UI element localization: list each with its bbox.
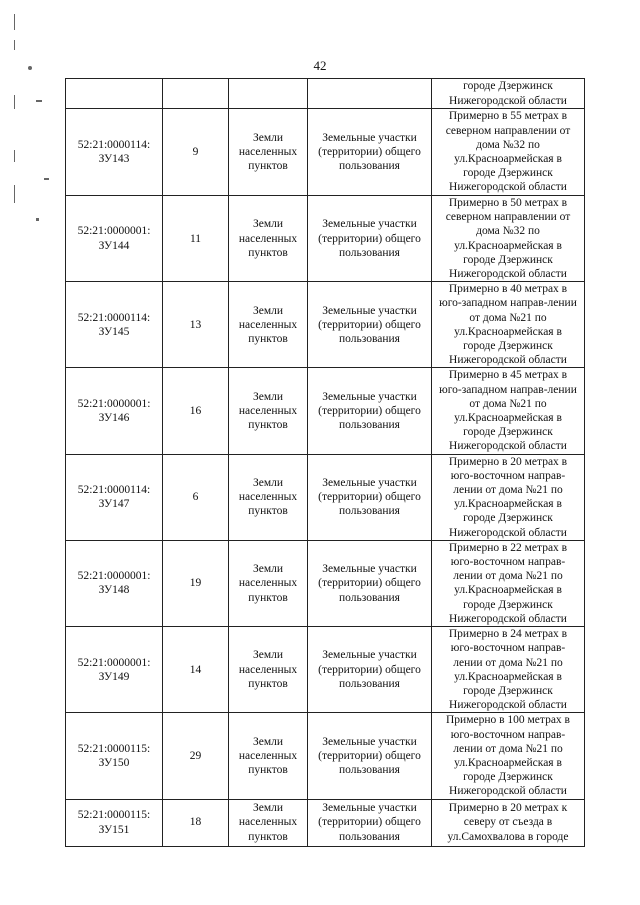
cell-cadastral-line: 52:21:0000001:	[77, 656, 151, 669]
cell-address-line: юго-восточном направ-	[450, 469, 566, 482]
cell-address	[432, 109, 585, 196]
cell-number: 16	[163, 368, 229, 454]
cell-address-line: Примерно в 22 метрах в	[448, 541, 568, 554]
cell-category-line: пунктов	[248, 246, 288, 259]
cell-cadastral-line: ЗУ151	[98, 823, 130, 836]
cell-address-line: ул.Самохвалова в городе	[447, 830, 569, 843]
table-row	[66, 368, 585, 454]
cell-address-line: ул.Красноармейская в	[454, 498, 562, 511]
cell-address-line: дома №32 по	[476, 225, 540, 238]
cell-category-line: Земли	[252, 218, 284, 231]
cell-number: 9	[163, 109, 229, 196]
cell-address-line: северу от съезда в	[463, 816, 553, 829]
cell-category-line: Земли	[252, 304, 284, 317]
cell-use-line: (территории) общего	[318, 232, 421, 245]
cell-address-line: Нижегородской области	[449, 526, 567, 539]
cell-cadastral-line: ЗУ145	[98, 325, 130, 338]
cell-use-line: Земельные участки	[322, 131, 417, 144]
cell-category-line: населенных	[238, 491, 298, 504]
cell-number: 14	[163, 627, 229, 713]
cell-address	[432, 454, 585, 540]
cell-address-line: городе Дзержинск	[463, 771, 553, 784]
cell-use-line: (территории) общего	[318, 145, 421, 158]
cell-use-line: (территории) общего	[318, 577, 421, 590]
cell-category-line: населенных	[238, 145, 298, 158]
cell-number: 6	[163, 454, 229, 540]
cell-use-line: пользования	[339, 419, 400, 432]
cell-address-line: Примерно в 50 метрах в	[448, 197, 568, 209]
cell-address-line: Примерно в 20 метрах к	[448, 802, 568, 815]
cell-category-line: Земли	[252, 649, 284, 662]
table-row	[66, 713, 585, 799]
cell-address-line: лении от дома №21 по	[453, 570, 563, 583]
cell-use	[308, 454, 432, 540]
cell-cadastral-line: ЗУ143	[98, 153, 130, 165]
cell-address-line: городе Дзержинск	[463, 426, 553, 439]
cell-address-line: Примерно в 20 метрах в	[448, 455, 568, 468]
cell-address-line: юго-западном направ-лении	[439, 383, 577, 396]
table-row	[66, 540, 585, 626]
cell-use-line: (территории) общего	[318, 816, 421, 829]
cell-address	[432, 79, 585, 109]
cell-category	[229, 540, 308, 626]
cell-use-line: (территории) общего	[318, 318, 421, 331]
cell-address-line: ул.Красноармейская в	[454, 670, 562, 683]
cell-use-line: пользования	[339, 830, 400, 843]
cell-address-line: Примерно в 100 метрах в	[445, 714, 570, 727]
cell-cadastral-line: ЗУ149	[98, 670, 130, 683]
cell-cadastral	[66, 454, 163, 540]
cell-number: 18	[163, 799, 229, 846]
cell-address-line: ул.Красноармейская в	[454, 153, 562, 165]
cell-address-line: Нижегородской области	[449, 354, 567, 367]
cell-use-line: Земельные участки	[322, 390, 417, 403]
cell-category-line: населенных	[238, 816, 298, 829]
cell-cadastral	[66, 627, 163, 713]
cell-use-line: пользования	[339, 591, 400, 604]
cell-category-line: пунктов	[248, 419, 288, 432]
cell-cadastral-line: ЗУ150	[98, 756, 130, 769]
cell-use-line: пользования	[339, 677, 400, 690]
cell-category	[229, 79, 308, 109]
cell-category	[229, 713, 308, 799]
cell-category-line: пунктов	[248, 160, 288, 173]
cell-use-line: Земельные участки	[322, 649, 417, 662]
cell-address	[432, 627, 585, 713]
cell-category-line: пунктов	[248, 764, 288, 777]
cell-category	[229, 109, 308, 196]
cell-use-line: Земельные участки	[322, 218, 417, 231]
cell-address-line: городе Дзержинск	[463, 340, 553, 353]
cell-use	[308, 799, 432, 846]
cell-cadastral	[66, 368, 163, 454]
cell-address-line: ул.Красноармейская в	[454, 756, 562, 769]
cell-cadastral-line: 52:21:0000114:	[77, 138, 151, 151]
cell-category-line: Земли	[252, 735, 284, 748]
cell-use	[308, 109, 432, 196]
cell-address-line: северном направлении от	[445, 211, 571, 224]
cell-address-line: городе Дзержинск	[463, 253, 553, 266]
cell-use-line: пользования	[339, 764, 400, 777]
cell-cadastral	[66, 109, 163, 196]
cell-category	[229, 454, 308, 540]
cell-use	[308, 196, 432, 282]
cell-use-line: пользования	[339, 160, 400, 173]
cell-address-line: юго-западном направ-лении	[439, 297, 577, 310]
cell-address-line: юго-восточном направ-	[450, 556, 566, 569]
cell-address-line: ул.Красноармейская в	[454, 584, 562, 597]
cell-cadastral	[66, 79, 163, 109]
cell-number: 11	[163, 196, 229, 282]
cell-category-line: пунктов	[248, 332, 288, 345]
table-row	[66, 799, 585, 846]
cell-address	[432, 713, 585, 799]
cell-category	[229, 282, 308, 368]
cell-category-line: населенных	[238, 404, 298, 417]
cell-use	[308, 540, 432, 626]
cell-address-line: ул.Красноармейская в	[454, 325, 562, 338]
cell-address-line: городе Дзержинск	[463, 598, 553, 611]
table-body	[66, 79, 585, 847]
table-row-continuation	[66, 79, 585, 109]
cell-address-line: от дома №21 по	[469, 397, 547, 410]
cell-category-line: пунктов	[248, 591, 288, 604]
cell-address-line: Примерно в 24 метрах в	[448, 628, 568, 641]
cell-use	[308, 713, 432, 799]
table-row	[66, 196, 585, 282]
page-number: 42	[313, 58, 327, 73]
cell-category-line: населенных	[238, 318, 298, 331]
cell-address	[432, 368, 585, 454]
cell-category	[229, 627, 308, 713]
cell-address-line: от дома №21 по	[469, 311, 547, 324]
cell-address	[432, 540, 585, 626]
cell-use-line: Земельные участки	[322, 802, 417, 815]
cell-cadastral-line: 52:21:0000114:	[77, 484, 151, 497]
cell-address-line: Нижегородской области	[449, 181, 567, 194]
cell-address-line: городе Дзержинск	[463, 684, 553, 697]
cell-address-line: Нижегородской области	[449, 699, 567, 712]
cell-category-line: пунктов	[248, 830, 288, 843]
cell-category-line: Земли	[252, 390, 284, 403]
cell-use-line: (территории) общего	[318, 404, 421, 417]
cell-use-line: (территории) общего	[318, 749, 421, 762]
cell-address-line: юго-восточном направ-	[450, 642, 566, 655]
cell-use-line: Земельные участки	[322, 563, 417, 576]
cell-number: 19	[163, 540, 229, 626]
cell-use-line: Земельные участки	[322, 735, 417, 748]
cell-number: 29	[163, 713, 229, 799]
cell-category-line: населенных	[238, 663, 298, 676]
cell-use	[308, 627, 432, 713]
cell-category	[229, 799, 308, 846]
table-row	[66, 454, 585, 540]
cell-category-line: населенных	[238, 577, 298, 590]
cell-address-line: Нижегородской области	[449, 785, 567, 798]
cell-category-line: Земли	[252, 563, 284, 576]
cell-category-line: населенных	[238, 232, 298, 245]
cell-address-line: юго-восточном направ-	[450, 728, 566, 741]
cell-address-line: лении от дома №21 по	[453, 656, 563, 669]
cell-use	[308, 368, 432, 454]
cell-use	[308, 282, 432, 368]
cell-cadastral-line: ЗУ147	[98, 498, 130, 511]
cell-address-line: лении от дома №21 по	[453, 742, 563, 755]
cell-use	[308, 79, 432, 109]
cell-category-line: пунктов	[248, 677, 288, 690]
cell-cadastral-line: ЗУ146	[98, 412, 130, 425]
cell-address	[432, 799, 585, 846]
cell-address-line: Нижегородской области	[449, 440, 567, 453]
cell-address-line: лении от дома №21 по	[453, 484, 563, 497]
cell-address	[432, 282, 585, 368]
cell-use-line: Земельные участки	[322, 304, 417, 317]
cell-address-line: дома №32 по	[476, 138, 540, 151]
cell-number	[163, 79, 229, 109]
cell-use-line: пользования	[339, 505, 400, 518]
cell-category	[229, 196, 308, 282]
table-row	[66, 627, 585, 713]
cell-address-line: Нижегородской области	[449, 612, 567, 625]
cell-use-line: пользования	[339, 246, 400, 259]
cell-cadastral-line: 52:21:0000114:	[77, 311, 151, 324]
cell-use-line: пользования	[339, 332, 400, 345]
cell-category-line: Земли	[252, 802, 284, 815]
cell-address	[432, 196, 585, 282]
cell-category-line: Земли	[252, 476, 284, 489]
cell-address-line: городе Дзержинск	[463, 167, 553, 180]
cell-address-line: Примерно в 45 метрах в	[448, 369, 568, 382]
cell-cadastral-line: ЗУ144	[98, 239, 130, 252]
cell-address-line: Примерно в 40 метрах в	[448, 283, 568, 296]
cell-cadastral-line: 52:21:0000001:	[77, 397, 151, 410]
cell-category-line: пунктов	[248, 505, 288, 518]
cell-number: 13	[163, 282, 229, 368]
cell-use-line: (территории) общего	[318, 491, 421, 504]
cell-address-line: городе Дзержинск	[463, 512, 553, 525]
cell-address-line: ул.Красноармейская в	[454, 239, 562, 252]
cell-cadastral-line: 52:21:0000115:	[77, 742, 151, 755]
cell-cadastral-line: 52:21:0000001:	[77, 570, 151, 583]
address-line: Нижегородской области	[449, 94, 567, 107]
cell-cadastral	[66, 540, 163, 626]
cell-category	[229, 368, 308, 454]
cell-cadastral-line: ЗУ148	[98, 584, 130, 597]
cell-address-line: северном направлении от	[445, 124, 571, 137]
cell-category-line: Земли	[252, 131, 284, 144]
cell-cadastral	[66, 799, 163, 846]
cell-cadastral	[66, 282, 163, 368]
cell-cadastral	[66, 196, 163, 282]
cell-address-line: Примерно в 55 метрах в	[448, 110, 568, 123]
address-line: городе Дзержинск	[463, 80, 553, 93]
cell-use-line: Земельные участки	[322, 476, 417, 489]
cell-address-line: ул.Красноармейская в	[454, 412, 562, 425]
table-row	[66, 282, 585, 368]
cell-use-line: (территории) общего	[318, 663, 421, 676]
cell-address-line: Нижегородской области	[449, 268, 567, 281]
land-plots-table	[65, 78, 585, 847]
cell-cadastral	[66, 713, 163, 799]
cell-category-line: населенных	[238, 749, 298, 762]
table-row	[66, 109, 585, 196]
cell-cadastral-line: 52:21:0000001:	[77, 225, 151, 238]
cell-cadastral-line: 52:21:0000115:	[77, 809, 151, 822]
